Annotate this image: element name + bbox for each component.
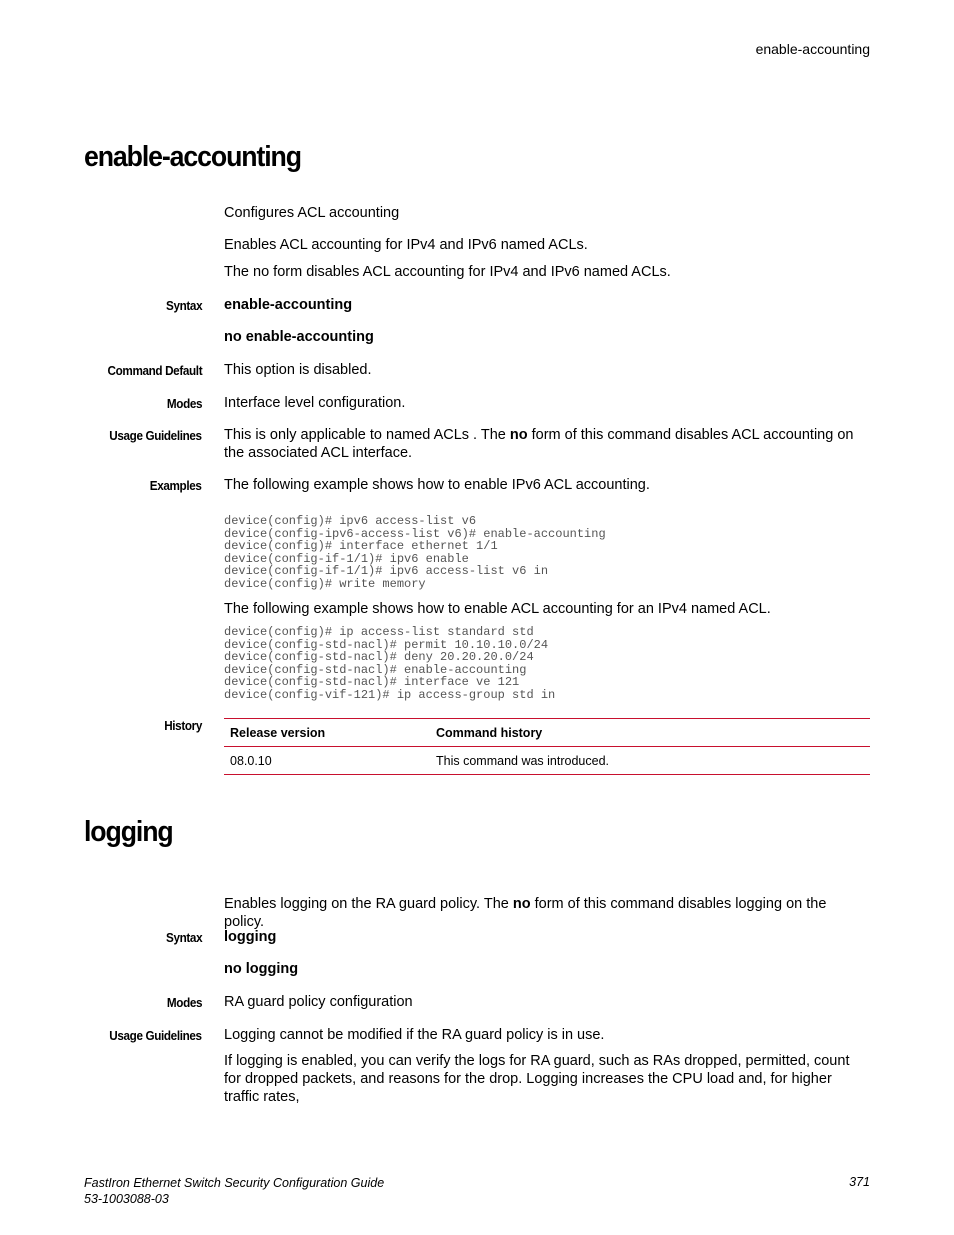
description-line-2: The no form disables ACL accounting for IPv4 and IPv6 named ACLs. [224,264,671,280]
syntax-command: enable-accounting [224,297,353,313]
history-command-cell: This command was introduced. [430,747,870,775]
running-header: enable-accounting [755,41,870,57]
page-number: 371 [849,1175,870,1189]
logging-syntax-label: Syntax [165,930,202,945]
example-1-intro: The following example shows how to enable IPv6 ACL accounting. [224,477,650,493]
section-title-logging: logging [84,816,173,848]
command-default-label: Command Default [107,363,202,378]
example-2-code: device(config)# ip access-list standard std device(config-std-nacl)# permit 10.10.10.0/24 device(config-std-nacl)# deny 20.20.20.0/24 device(config-std-nacl)# enable-accounting device(config-std-nacl)# interface ve 121 device(config-vif-121)# ip access-group std in [224,625,556,702]
syntax-no-command: no enable-accounting [224,329,374,345]
history-label: History [164,718,202,733]
logging-modes-text: RA guard policy configuration [224,994,413,1010]
syntax-label: Syntax [165,298,202,313]
table-row [224,747,870,775]
history-header-command: Command history [430,719,870,747]
brief-description: Configures ACL accounting [224,205,400,221]
logging-usage-label: Usage Guidelines [109,1028,202,1043]
section-title-enable-accounting: enable-accounting [84,141,301,173]
example-2-intro: The following example shows how to enable ACL accounting for an IPv4 named ACL. [224,601,771,617]
logging-syntax-no-command: no logging [224,961,299,977]
page-footer [84,1175,384,1207]
command-default-text: This option is disabled. [224,362,372,378]
footer-doc-number: 53-1003088-03 [84,1192,169,1206]
modes-label: Modes [166,396,202,411]
logging-syntax-command: logging [224,929,277,945]
description-line-1: Enables ACL accounting for IPv4 and IPv6 named ACLs. [224,237,588,253]
logging-description: Enables logging on the RA guard policy. The no form of this command disables logging on the policy. [224,896,827,930]
logging-usage-text-2: If logging is enabled, you can verify the logs for RA guard, such as RAs dropped, permitted, count for dropped packets, and reasons for the drop. Logging increases the CPU load and, for higher traffic rates, [224,1053,850,1105]
history-table [224,718,870,775]
logging-usage-text-1: Logging cannot be modified if the RA guard policy is in use. [224,1027,605,1043]
history-release-cell: 08.0.10 [224,747,430,775]
modes-text: Interface level configuration. [224,395,406,411]
history-header-row [224,719,870,747]
logging-modes-label: Modes [166,995,202,1010]
example-1-code: device(config)# ipv6 access-list v6 device(config-ipv6-access-list v6)# enable-accounting device(config)# interface ethernet 1/1 device(config-if-1/1)# ipv6 enable device(config-if-1/1)# ipv6 access-list v6 in device(config)# write memory [224,514,606,591]
examples-label: Examples [150,478,202,493]
usage-guidelines-label: Usage Guidelines [109,428,202,443]
usage-guidelines-text: This is only applicable to named ACLs . The no form of this command disables ACL accounting on the associated ACL interface. [224,427,854,461]
footer-doc-title: FastIron Ethernet Switch Security Configuration Guide [84,1176,385,1190]
history-header-release: Release version [224,719,430,747]
